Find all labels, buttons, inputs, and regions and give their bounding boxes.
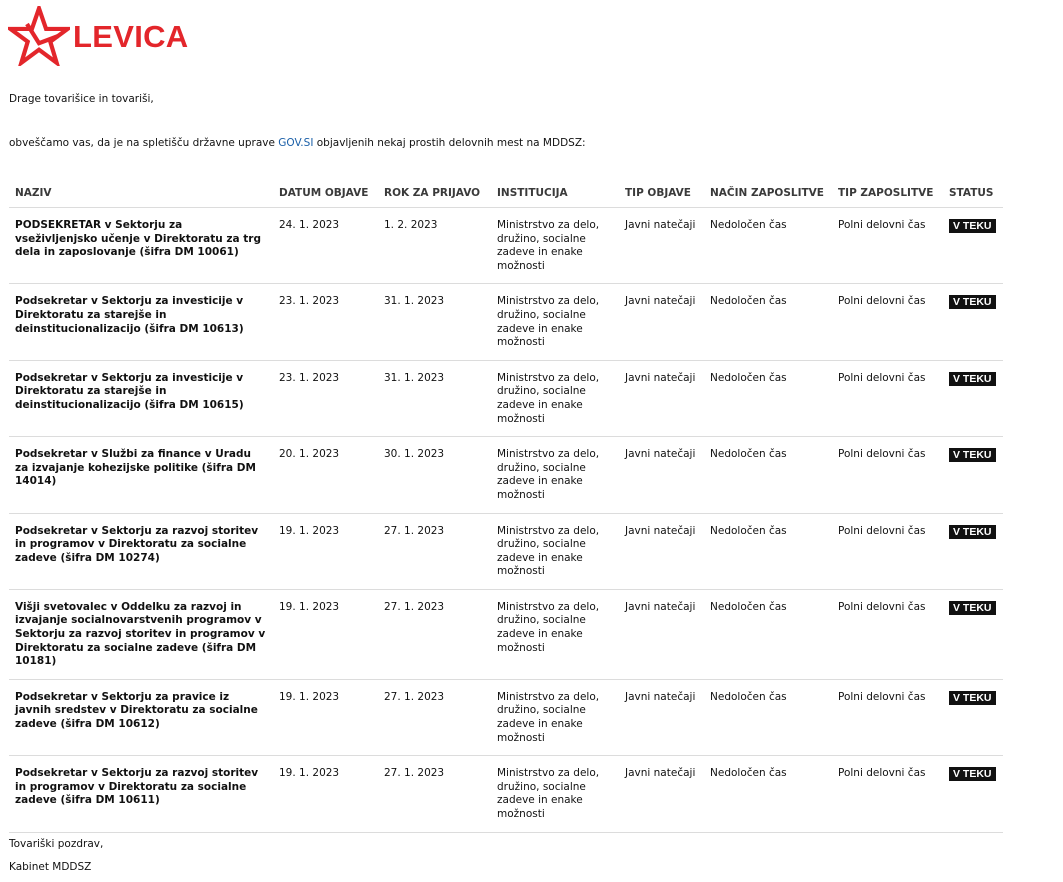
deadline-cell: 31. 1. 2023 — [378, 284, 491, 360]
job-title-cell[interactable]: Podsekretar v Službi za finance v Uradu za izvajanje kohezijske politike (šifra DM 14014) — [9, 437, 273, 513]
employment-mode-cell: Nedoločen čas — [704, 756, 832, 832]
header-tip-zaposlitve: TIP ZAPOSLITVE — [832, 178, 943, 208]
posting-type-cell: Javni natečaji — [619, 589, 704, 679]
posting-type-cell: Javni natečaji — [619, 284, 704, 360]
employment-mode-cell: Nedoločen čas — [704, 679, 832, 755]
header-nacin-zaposlitve: NAČIN ZAPOSLITVE — [704, 178, 832, 208]
posting-type-cell: Javni natečaji — [619, 679, 704, 755]
table-row — [9, 437, 1003, 513]
header-datum-objave: DATUM OBJAVE — [273, 178, 378, 208]
employment-mode-cell: Nedoločen čas — [704, 360, 832, 436]
deadline-cell: 27. 1. 2023 — [378, 756, 491, 832]
employment-type-cell: Polni delovni čas — [832, 360, 943, 436]
status-badge: V TEKU — [949, 219, 996, 233]
institution-cell: Ministrstvo za delo, družino, socialne zadeve in enake možnosti — [491, 589, 619, 679]
posting-date-cell: 19. 1. 2023 — [273, 589, 378, 679]
job-title-cell[interactable]: Podsekretar v Sektorju za investicije v Direktoratu za starejše in deinstitucionalizacijo (šifra DM 10613) — [9, 284, 273, 360]
deadline-cell: 27. 1. 2023 — [378, 679, 491, 755]
intro-text — [9, 137, 586, 149]
table-row — [9, 679, 1003, 755]
gov-si-link[interactable]: GOV.SI — [278, 137, 314, 149]
table-row — [9, 360, 1003, 436]
status-badge: V TEKU — [949, 525, 996, 539]
employment-mode-cell: Nedoločen čas — [704, 437, 832, 513]
status-cell — [943, 360, 1003, 436]
status-badge: V TEKU — [949, 295, 996, 309]
posting-date-cell: 19. 1. 2023 — [273, 513, 378, 589]
posting-date-cell: 24. 1. 2023 — [273, 208, 378, 284]
status-cell — [943, 284, 1003, 360]
intro-after: objavljenih nekaj prostih delovnih mest na MDDSZ: — [313, 137, 586, 149]
employment-type-cell: Polni delovni čas — [832, 513, 943, 589]
deadline-cell: 1. 2. 2023 — [378, 208, 491, 284]
posting-date-cell: 19. 1. 2023 — [273, 756, 378, 832]
posting-type-cell: Javni natečaji — [619, 360, 704, 436]
job-title-cell[interactable]: Podsekretar v Sektorju za razvoj storitev in programov v Direktoratu za socialne zadeve (šifra DM 10611) — [9, 756, 273, 832]
posting-date-cell: 19. 1. 2023 — [273, 679, 378, 755]
employment-type-cell: Polni delovni čas — [832, 284, 943, 360]
table-row — [9, 756, 1003, 832]
employment-mode-cell: Nedoločen čas — [704, 284, 832, 360]
status-cell — [943, 208, 1003, 284]
status-cell — [943, 679, 1003, 755]
job-title-cell[interactable]: Podsekretar v Sektorju za pravice iz javnih sredstev v Direktoratu za socialne zadeve (šifra DM 10612) — [9, 679, 273, 755]
deadline-cell: 31. 1. 2023 — [378, 360, 491, 436]
greeting-text: Drage tovarišice in tovariši, — [9, 93, 154, 105]
table-row — [9, 589, 1003, 679]
posting-date-cell: 23. 1. 2023 — [273, 284, 378, 360]
institution-cell: Ministrstvo za delo, družino, socialne zadeve in enake možnosti — [491, 208, 619, 284]
institution-cell: Ministrstvo za delo, družino, socialne zadeve in enake možnosti — [491, 756, 619, 832]
employment-type-cell: Polni delovni čas — [832, 756, 943, 832]
deadline-cell: 27. 1. 2023 — [378, 513, 491, 589]
closing-text: Tovariški pozdrav, — [9, 838, 104, 850]
table-row — [9, 208, 1003, 284]
header-rok-za-prijavo: ROK ZA PRIJAVO — [378, 178, 491, 208]
deadline-cell: 30. 1. 2023 — [378, 437, 491, 513]
status-badge: V TEKU — [949, 691, 996, 705]
institution-cell: Ministrstvo za delo, družino, socialne zadeve in enake možnosti — [491, 513, 619, 589]
jobs-table — [9, 178, 1003, 833]
employment-type-cell: Polni delovni čas — [832, 679, 943, 755]
job-title-cell[interactable]: Podsekretar v Sektorju za razvoj storitev in programov v Direktoratu za socialne zadeve (šifra DM 10274) — [9, 513, 273, 589]
job-title-cell[interactable]: Podsekretar v Sektorju za investicije v Direktoratu za starejše in deinstitucionalizacijo (šifra DM 10615) — [9, 360, 273, 436]
header-naziv: NAZIV — [9, 178, 273, 208]
job-title-cell[interactable]: Višji svetovalec v Oddelku za razvoj in izvajanje socialnovarstvenih programov v Sektorju za razvoj storitev in programov v Direktoratu za socialne zadeve (šifra DM 10181) — [9, 589, 273, 679]
status-cell — [943, 589, 1003, 679]
posting-type-cell: Javni natečaji — [619, 756, 704, 832]
status-cell — [943, 513, 1003, 589]
posting-date-cell: 23. 1. 2023 — [273, 360, 378, 436]
employment-type-cell: Polni delovni čas — [832, 437, 943, 513]
header-tip-objave: TIP OBJAVE — [619, 178, 704, 208]
signature-text: Kabinet MDDSZ — [9, 861, 92, 873]
status-badge: V TEKU — [949, 448, 996, 462]
intro-before: obveščamo vas, da je na spletišču državne uprave — [9, 137, 279, 149]
status-cell — [943, 756, 1003, 832]
institution-cell: Ministrstvo za delo, družino, socialne zadeve in enake možnosti — [491, 284, 619, 360]
posting-type-cell: Javni natečaji — [619, 513, 704, 589]
employment-type-cell: Polni delovni čas — [832, 208, 943, 284]
institution-cell: Ministrstvo za delo, družino, socialne zadeve in enake možnosti — [491, 437, 619, 513]
table-header-row — [9, 178, 1003, 208]
deadline-cell: 27. 1. 2023 — [378, 589, 491, 679]
status-badge: V TEKU — [949, 372, 996, 386]
brand-name: LEVICA — [73, 18, 189, 54]
table-row — [9, 513, 1003, 589]
header-institucija: INSTITUCIJA — [491, 178, 619, 208]
star-logo-icon — [8, 6, 70, 66]
status-badge: V TEKU — [949, 601, 996, 615]
levica-logo — [8, 6, 188, 66]
header-status: STATUS — [943, 178, 1003, 208]
posting-type-cell: Javni natečaji — [619, 437, 704, 513]
employment-mode-cell: Nedoločen čas — [704, 589, 832, 679]
employment-mode-cell: Nedoločen čas — [704, 208, 832, 284]
status-cell — [943, 437, 1003, 513]
employment-mode-cell: Nedoločen čas — [704, 513, 832, 589]
employment-type-cell: Polni delovni čas — [832, 589, 943, 679]
status-badge: V TEKU — [949, 767, 996, 781]
posting-date-cell: 20. 1. 2023 — [273, 437, 378, 513]
table-row — [9, 284, 1003, 360]
institution-cell: Ministrstvo za delo, družino, socialne zadeve in enake možnosti — [491, 679, 619, 755]
table-body — [9, 208, 1003, 833]
job-title-cell[interactable]: PODSEKRETAR v Sektorju za vseživljenjsko učenje v Direktoratu za trg dela in zaposlovanje (šifra DM 10061) — [9, 208, 273, 284]
posting-type-cell: Javni natečaji — [619, 208, 704, 284]
institution-cell: Ministrstvo za delo, družino, socialne zadeve in enake možnosti — [491, 360, 619, 436]
